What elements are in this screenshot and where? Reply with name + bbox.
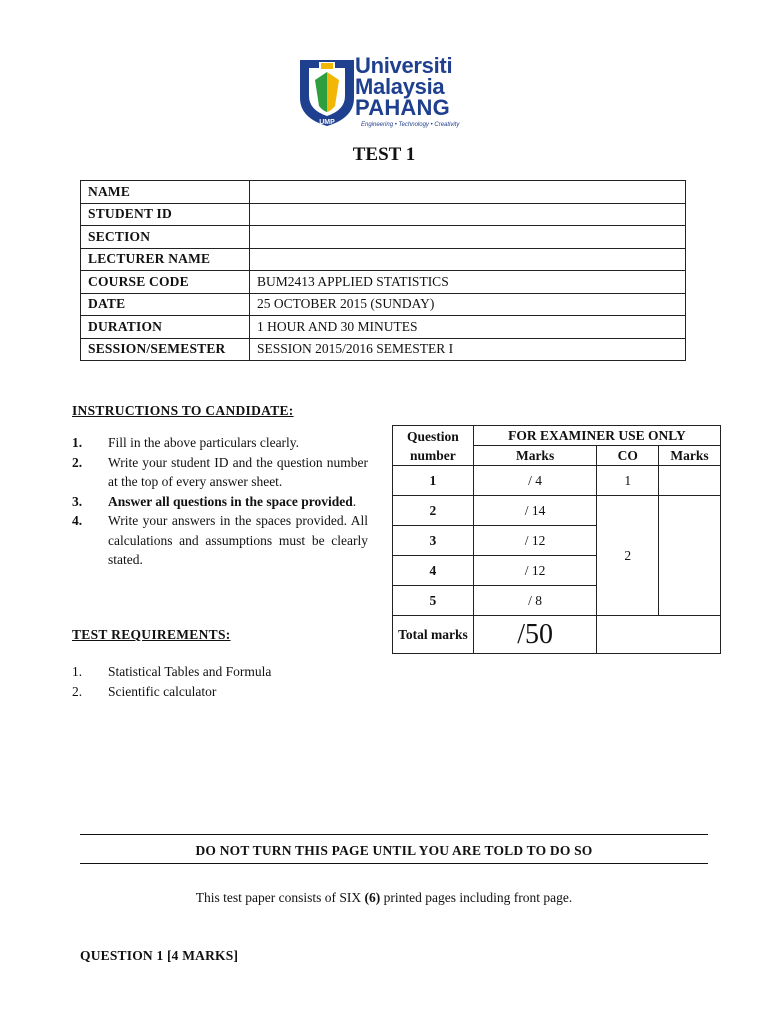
list-text: Write your answers in the spaces provided. All calculations and assumptions must be clearly stated.: [108, 513, 368, 567]
co-header: CO: [597, 446, 659, 466]
page-count-note: [0, 890, 768, 906]
list-item: [72, 511, 368, 570]
university-logo: [298, 52, 473, 132]
info-value: BUM2413 APPLIED STATISTICS: [250, 271, 686, 294]
divider-bottom: [80, 863, 708, 864]
co-value: 2: [597, 496, 659, 616]
list-item: [72, 682, 372, 702]
question-marks: / 12: [473, 556, 597, 586]
info-row-course-code: [81, 271, 686, 294]
instructions-list: [72, 433, 368, 570]
question-marks: / 12: [473, 526, 597, 556]
info-row-name: [81, 181, 686, 204]
requirements-heading: TEST REQUIREMENTS:: [72, 627, 231, 642]
info-label: STUDENT ID: [81, 203, 250, 226]
table-row: [393, 496, 721, 526]
info-value: SESSION 2015/2016 SEMESTER I: [250, 338, 686, 361]
list-number: 2.: [72, 683, 83, 699]
info-label: NAME: [81, 181, 250, 204]
info-row-date: [81, 293, 686, 316]
page-count-text-end: printed pages including front page.: [380, 890, 573, 905]
page-count-number: (6): [364, 890, 381, 905]
info-label: SECTION: [81, 226, 250, 249]
info-row-duration: [81, 316, 686, 339]
list-number: 3.: [72, 493, 83, 509]
question-number: 3: [393, 526, 474, 556]
question-number: 2: [393, 496, 474, 526]
awarded-marks-cell[interactable]: [659, 496, 721, 616]
total-row: [393, 616, 721, 654]
list-text-suffix: .: [352, 493, 357, 509]
list-text-wrap: [108, 492, 368, 512]
list-item: [72, 433, 368, 453]
awarded-marks-cell[interactable]: [659, 466, 721, 496]
test-title: TEST 1: [352, 144, 416, 165]
ump-shield-icon: [298, 58, 356, 128]
list-item: [72, 453, 368, 492]
list-item: [72, 662, 372, 682]
list-number: 1.: [72, 664, 83, 679]
info-row-lecturer: [81, 248, 686, 271]
marks-header-2: Marks: [659, 446, 721, 466]
list-text: Write your student ID and the question number at the top of every answer sheet.: [108, 454, 368, 489]
table-row: [393, 466, 721, 496]
info-value: 25 OCTOBER 2015 (SUNDAY): [250, 293, 686, 316]
logo-tagline: Engineering • Technology • Creativity: [361, 122, 460, 128]
total-marks-label: Total marks: [393, 616, 474, 654]
info-row-student-id: [81, 203, 686, 226]
total-awarded-cell[interactable]: [597, 616, 721, 654]
list-number: 1.: [72, 435, 83, 450]
info-value-field[interactable]: [250, 181, 686, 204]
info-value-field[interactable]: [250, 226, 686, 249]
info-label: DURATION: [81, 316, 250, 339]
list-text-bold: Answer all questions in the space provided: [108, 493, 353, 509]
requirements-list: [72, 662, 372, 701]
list-number: 4.: [72, 513, 83, 528]
list-text: Fill in the above particulars clearly.: [108, 435, 300, 450]
divider-top: [80, 834, 708, 835]
info-label: DATE: [81, 293, 250, 316]
logo-line-1: Universiti: [355, 53, 453, 78]
question-number: 1: [393, 466, 474, 496]
do-not-turn-warning: DO NOT TURN THIS PAGE UNTIL YOU ARE TOLD TO DO SO: [195, 843, 593, 858]
info-value-field[interactable]: [250, 203, 686, 226]
candidate-info-table: [80, 180, 686, 361]
logo-line-2: Malaysia: [355, 74, 445, 99]
list-text: Scientific calculator: [108, 683, 217, 699]
info-value-field[interactable]: [250, 248, 686, 271]
logo-line-3: PAHANG: [355, 95, 450, 120]
question-number-header: Question number: [393, 426, 474, 466]
info-row-section: [81, 226, 686, 249]
examiner-use-header: FOR EXAMINER USE ONLY: [473, 426, 720, 446]
examiner-table: [392, 425, 721, 654]
question-marks: / 8: [473, 586, 597, 616]
question-number: 5: [393, 586, 474, 616]
question-1-heading: QUESTION 1 [4 MARKS]: [80, 948, 239, 963]
co-value: 1: [597, 466, 659, 496]
instructions-heading: INSTRUCTIONS TO CANDIDATE:: [72, 403, 294, 418]
question-marks: / 4: [473, 466, 597, 496]
list-number: 2.: [72, 454, 83, 470]
total-marks-value: /50: [473, 616, 597, 654]
logo-wordmark: [355, 55, 459, 128]
info-label: SESSION/SEMESTER: [81, 338, 250, 361]
list-text: Statistical Tables and Formula: [108, 664, 272, 679]
page-count-text: This test paper consists of SIX: [195, 890, 365, 905]
info-row-session: [81, 338, 686, 361]
list-item: [72, 492, 368, 512]
info-label: COURSE CODE: [81, 271, 250, 294]
info-value: 1 HOUR AND 30 MINUTES: [250, 316, 686, 339]
question-marks: / 14: [473, 496, 597, 526]
question-number: 4: [393, 556, 474, 586]
marks-header: Marks: [473, 446, 597, 466]
logo-badge: UMP: [319, 119, 335, 126]
info-label: LECTURER NAME: [81, 248, 250, 271]
